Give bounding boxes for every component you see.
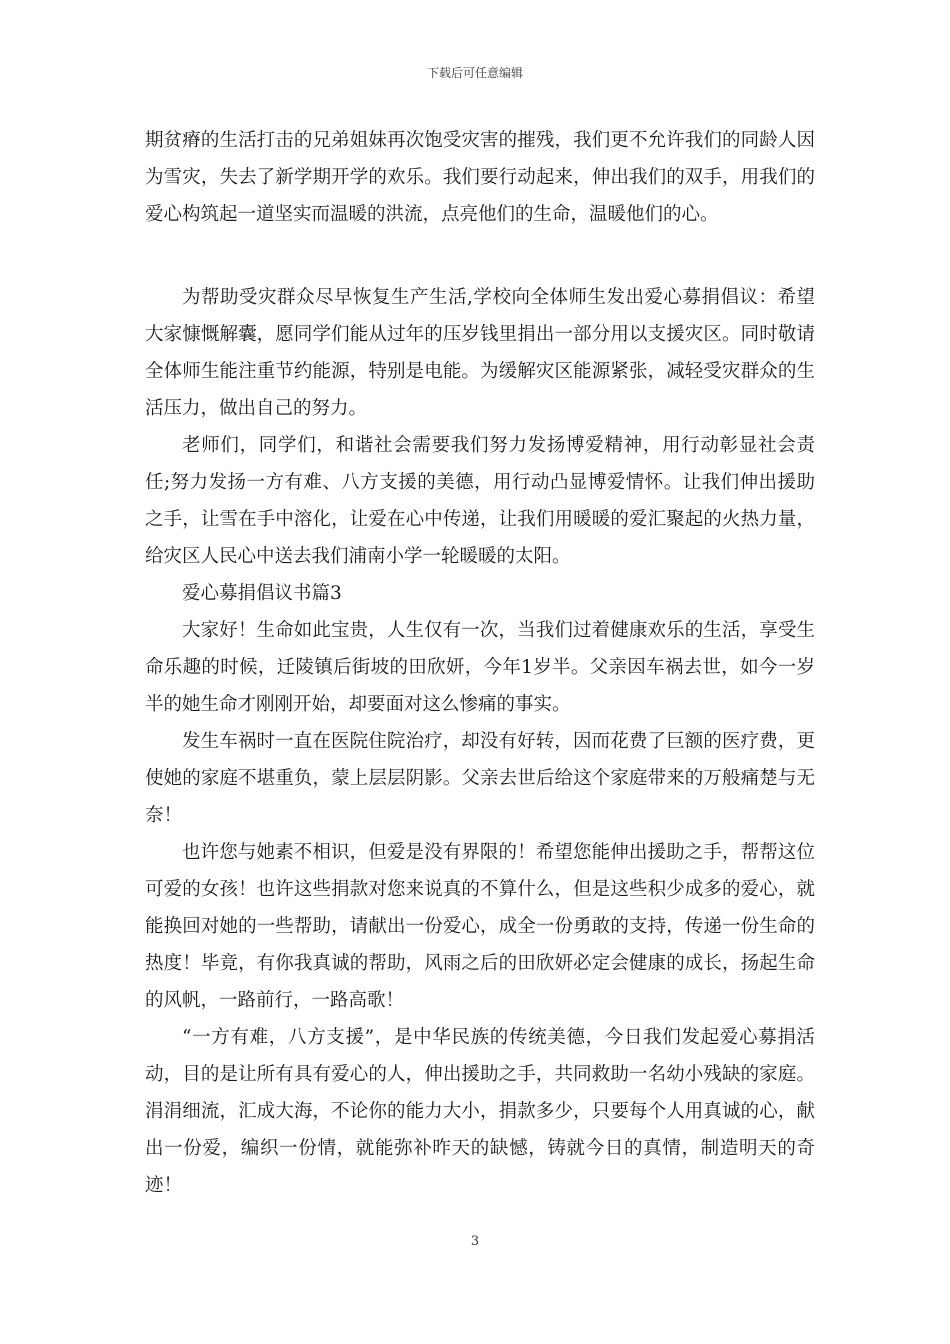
section-heading: 爱心募捐倡议书篇3 bbox=[182, 583, 342, 604]
paragraph-6: 也许您与她素不相识，但爱是没有界限的！希望您能伸出援助之手，帮帮这位可爱的女孩！也许这些捐款对您来说真的不算什么，但是这些积少成多的爱心，就能换回对她的一些帮助，请献出一份爱心，成全一份勇敢的支持，传递一份生命的热度！毕竟，有你我真诚的帮助，风雨之后的田欣妍必定会健康的成长，扬起生命的风帆，一路前行，一路高歌！ bbox=[145, 842, 815, 1011]
page-header: 下载后可任意编辑 bbox=[426, 66, 523, 80]
page-number: 3 bbox=[470, 1234, 480, 1249]
paragraph-5: 发生车祸时一直在医院住院治疗，却没有好转，因而花费了巨额的医疗费，更使她的家庭不堪重负，蒙上层层阴影。父亲去世后给这个家庭带来的万般痛楚与无奈！ bbox=[145, 731, 815, 826]
paragraph-3: 老师们，同学们，和谐社会需要我们努力发扬博爱精神，用行动彰显社会责任;努力发扬一方有难、八方支援的美德，用行动凸显博爱情怀。让我们伸出援助之手，让雪在手中溶化，让爱在心中传递，让我们用暖暖的爱汇聚起的火热力量，给灾区人民心中送去我们浦南小学一轮暖暖的太阳。 bbox=[145, 435, 815, 567]
document-body bbox=[145, 122, 815, 1204]
paragraph-4: 大家好！生命如此宝贵，人生仅有一次，当我们过着健康欢乐的生活，享受生命乐趣的时候，迁陵镇后街坡的田欣妍，今年1岁半。父亲因车祸去世，如今一岁半的她生命才刚刚开始，却要面对这么惨痛的事实。 bbox=[145, 620, 815, 715]
paragraph-2: 为帮助受灾群众尽早恢复生产生活,学校向全体师生发出爱心募捐倡议：希望大家慷慨解囊，愿同学们能从过年的压岁钱里捐出一部分用以支援灾区。同时敬请全体师生能注重节约能源，特别是电能。为缓解灾区能源紧张，减轻受灾群众的生活压力，做出自己的努力。 bbox=[145, 287, 815, 419]
paragraph-gap bbox=[145, 233, 815, 279]
paragraph-7: “一方有难，八方支援”，是中华民族的传统美德，今日我们发起爱心募捐活动，目的是让所有具有爱心的人，伸出援助之手，共同救助一名幼小残缺的家庭。涓涓细流，汇成大海，不论你的能力大小，捐款多少，只要每个人用真诚的心，献出一份爱，编织一份情，就能弥补昨天的缺憾，铸就今日的真情，制造明天的奇迹！ bbox=[145, 1027, 815, 1196]
paragraph-1: 期贫瘠的生活打击的兄弟姐妹再次饱受灾害的摧残，我们更不允许我们的同龄人因为雪灾，失去了新学期开学的欢乐。我们要行动起来，伸出我们的双手，用我们的爱心构筑起一道坚实而温暖的洪流，点亮他们的生命，温暖他们的心。 bbox=[145, 130, 815, 225]
